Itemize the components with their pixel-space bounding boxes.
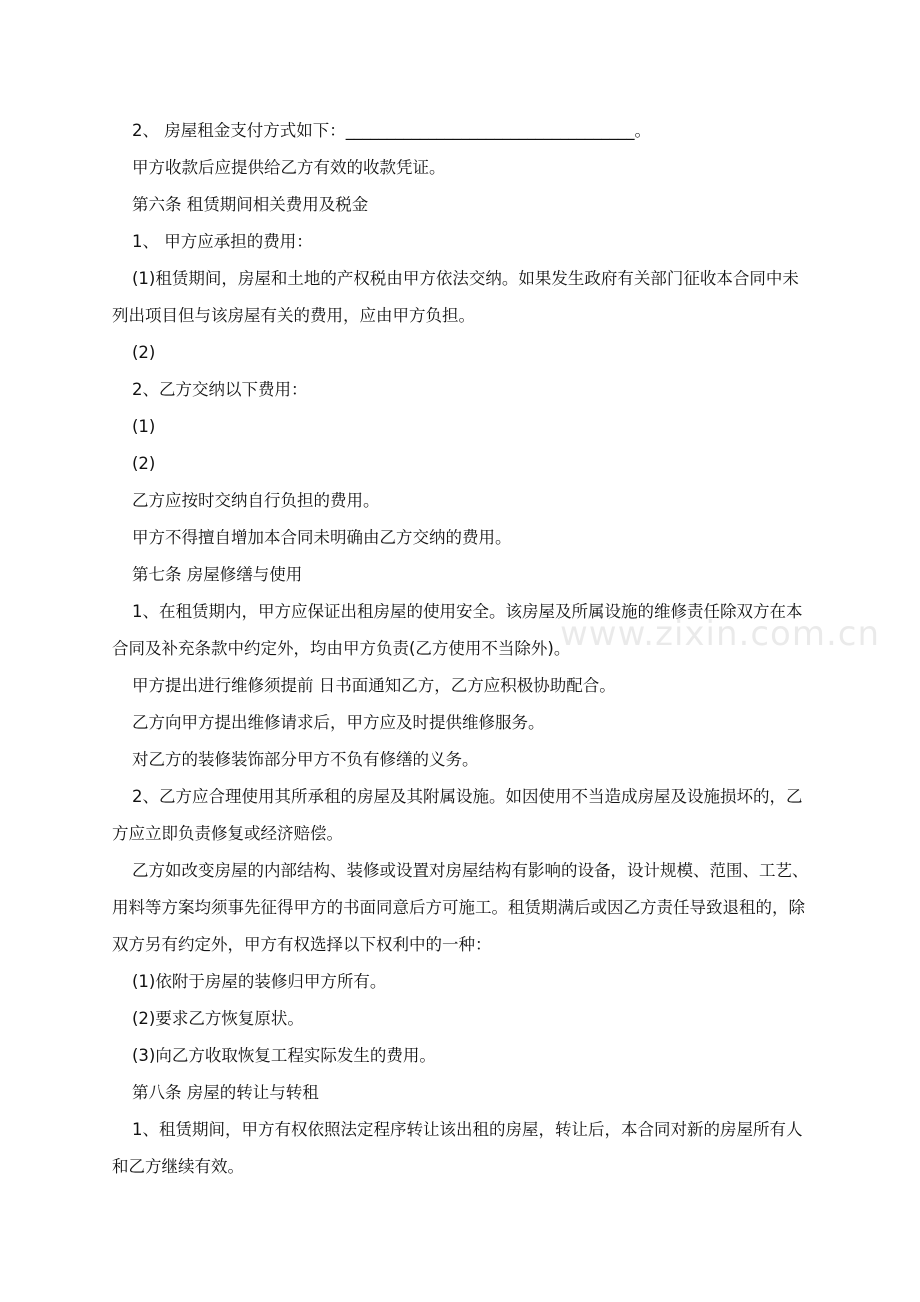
paragraph-rent-payment-method: 2、 房屋租金支付方式如下：___________________________________。 — [132, 121, 651, 140]
paragraph-party-b-pay-on-time: 乙方应按时交纳自行负担的费用。 — [132, 491, 380, 510]
paragraph-structure-changes: 乙方如改变房屋的内部结构、装修或设置对房屋结构有影响的设备，设计规模、范围、工艺、用料等方案均须事先征得甲方的书面同意后方可施工。租赁期满后或因乙方责任导致退租的，除双方另有约定外，甲方有权选择以下权利中的一种： — [112, 861, 809, 954]
paragraph-payment-receipt: 甲方收款后应提供给乙方有效的收款凭证。 — [132, 158, 446, 177]
paragraph-party-a-fees-heading: 1、 甲方应承担的费用： — [132, 232, 313, 251]
paragraph-decoration-no-obligation: 对乙方的装修装饰部分甲方不负有修缮的义务。 — [132, 750, 479, 769]
paragraph-party-b-fees-heading: 2、乙方交纳以下费用： — [132, 380, 308, 399]
watermark: www.zixin.com.cn — [560, 614, 880, 654]
paragraph-transfer-during-lease: 1、租赁期间，甲方有权依照法定程序转让该出租的房屋，转让后，本合同对新的房屋所有人和乙方继续有效。 — [112, 1120, 803, 1176]
paragraph-maintenance-notice: 甲方提出进行维修须提前 日书面通知乙方，乙方应积极协助配合。 — [132, 676, 616, 695]
paragraph-option-1: (1)依附于房屋的装修归甲方所有。 — [132, 972, 387, 991]
paragraph-party-b-fee-1: (1) — [132, 417, 156, 436]
paragraph-party-a-fee-2: (2) — [132, 343, 156, 362]
paragraph-maintenance-request: 乙方向甲方提出维修请求后，甲方应及时提供维修服务。 — [132, 713, 545, 732]
article-6-heading: 第六条 租赁期间相关费用及税金 — [132, 195, 369, 214]
paragraph-reasonable-use: 2、乙方应合理使用其所承租的房屋及其附属设施。如因使用不当造成房屋及设施损坏的，乙方应立即负责修复或经济赔偿。 — [112, 787, 803, 843]
paragraph-option-2: (2)要求乙方恢复原状。 — [132, 1009, 304, 1028]
paragraph-maintenance-responsibility: 1、在租赁期内，甲方应保证出租房屋的使用安全。该房屋及所属设施的维修责任除双方在本合同及补充条款中约定外，均由甲方负责(乙方使用不当除外)。 — [112, 602, 803, 658]
article-7-heading: 第七条 房屋修缮与使用 — [132, 565, 303, 584]
paragraph-no-extra-fees: 甲方不得擅自增加本合同未明确由乙方交纳的费用。 — [132, 528, 512, 547]
paragraph-party-a-fee-1: (1)租赁期间，房屋和土地的产权税由甲方依法交纳。如果发生政府有关部门征收本合同中未列出项目但与该房屋有关的费用，应由甲方负担。 — [112, 269, 799, 325]
paragraph-option-3: (3)向乙方收取恢复工程实际发生的费用。 — [132, 1046, 436, 1065]
paragraph-party-b-fee-2: (2) — [132, 454, 156, 473]
article-8-heading: 第八条 房屋的转让与转租 — [132, 1083, 319, 1102]
